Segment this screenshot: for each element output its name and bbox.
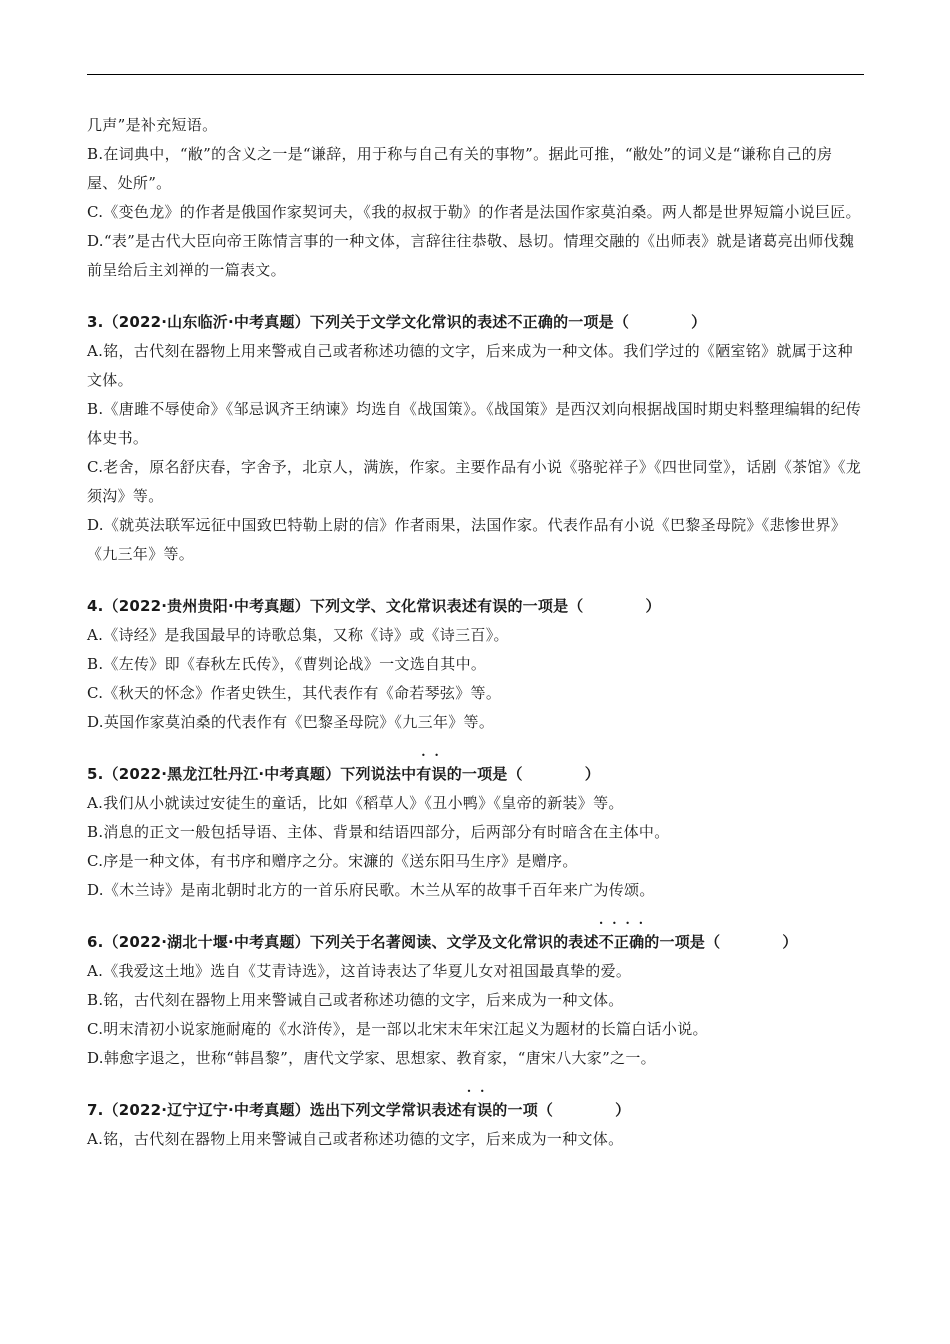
document-body <box>87 111 862 1154</box>
option-d: D.“表”是古代大臣向帝王陈情言事的一种文体，言辞往往恭敬、恳切。情理交融的《出师表》就是诸葛亮出师伐魏前呈给后主刘禅的一篇表文。 <box>87 232 855 279</box>
question-4-option-d: D.英国作家莫泊桑的代表作有《巴黎圣母院》《九三年》等。 <box>87 713 495 731</box>
question-3-title: 3.（2022·山东临沂·中考真题）下列关于文学文化常识的表述不正确的一项是（ ） <box>87 313 707 331</box>
question-4 <box>87 592 862 737</box>
question-6-title: 6.（2022·湖北十堰·中考真题）下列关于名著阅读、文学及文化常识的表述• • • • 不正确的一项是（ ） <box>87 928 862 957</box>
question-4-title: 4.（2022·贵州贵阳·中考真题）下列文学、文化常识表述有误的一项是（ ） <box>87 597 661 615</box>
question-6-option-a: A.《我爱这土地》选自《艾青诗选》，这首诗表达了华夏儿女对祖国最真挚的爱。 <box>87 962 632 980</box>
question-3-option-b: B.《唐雎不辱使命》《邹忌讽齐王纳谏》均选自《战国策》。《战国策》是西汉刘向根据战国时期史料整理编辑的纪传体史书。 <box>87 400 862 447</box>
emphasis-marks: • • 有误 <box>462 1101 492 1119</box>
question-5-title: 5.（2022·黑龙江牡丹江·中考真题）下列说法中• • 有误的一项是（ ） <box>87 760 862 789</box>
question-6-option-b: B.铭，古代刻在器物上用来警诫自己或者称述功德的文字，后来成为一种文体。 <box>87 991 624 1009</box>
header-rule <box>87 74 864 75</box>
question-5 <box>87 760 862 905</box>
question-4-option-c: C.《秋天的怀念》作者史铁生，其代表作有《命若琴弦》等。 <box>87 684 502 702</box>
option-b: B.在词典中，“敝”的含义之一是“谦辞，用于称与自己有关的事物”。据此可推，“敝处”的词义是“谦称自己的房屋、处所”。 <box>87 145 833 192</box>
option-c: C.《变色龙》的作者是俄国作家契诃夫，《我的叔叔于勒》的作者是法国作家莫泊桑。两人都是世界短篇小说巨匠。 <box>87 203 861 221</box>
question-4-option-a: A.《诗经》是我国最早的诗歌总集，又称《诗》或《诗三百》。 <box>87 626 509 644</box>
question-4-option-b: B.《左传》即《春秋左氏传》，《曹刿论战》一文选自其中。 <box>87 655 487 673</box>
emphasis-marks: • • 有误 <box>416 765 446 783</box>
option-a-tail: 几声”是补充短语。 <box>87 116 218 134</box>
question-7 <box>87 1096 862 1154</box>
question-3 <box>87 308 862 569</box>
question-3-option-d: D.《就英法联军远征中国致巴特勒上尉的信》作者雨果，法国作家。代表作品有小说《巴黎圣母院》《悲惨世界》《九三年》等。 <box>87 516 847 563</box>
question-6 <box>87 928 862 1073</box>
question-7-option-a: A.铭，古代刻在器物上用来警诫自己或者称述功德的文字，后来成为一种文体。 <box>87 1130 624 1148</box>
question-3-option-a: A.铭，古代刻在器物上用来警戒自己或者称述功德的文字，后来成为一种文体。我们学过的《陋室铭》就属于这种文体。 <box>87 342 853 389</box>
question-5-option-d: D.《木兰诗》是南北朝时北方的一首乐府民歌。木兰从军的故事千百年来广为传颂。 <box>87 881 655 899</box>
emphasis-marks: • • • • 不正确 <box>599 933 645 951</box>
question-5-option-c: C.序是一种文体，有书序和赠序之分。宋濂的《送东阳马生序》是赠序。 <box>87 852 578 870</box>
question-5-option-b: B.消息的正文一般包括导语、主体、背景和结语四部分，后两部分有时暗含在主体中。 <box>87 823 670 841</box>
question-6-option-d: D.韩愈字退之，世称“韩昌黎”，唐代文学家、思想家、教育家，“唐宋八大家”之一。 <box>87 1049 656 1067</box>
question-5-option-a: A.我们从小就读过安徒生的童话，比如《稻草人》《丑小鸭》《皇帝的新装》等。 <box>87 794 624 812</box>
previous-question-continuation <box>87 111 862 285</box>
question-3-option-c: C.老舍，原名舒庆春，字舍予，北京人，满族，作家。主要作品有小说《骆驼祥子》《四世同堂》，话剧《茶馆》《龙须沟》等。 <box>87 458 862 505</box>
question-7-title: 7.（2022·辽宁辽宁·中考真题）选出下列文学常识表述• • 有误的一项（ ） <box>87 1096 862 1125</box>
question-6-option-c: C.明末清初小说家施耐庵的《水浒传》，是一部以北宋末年宋江起义为题材的长篇白话小说。 <box>87 1020 708 1038</box>
